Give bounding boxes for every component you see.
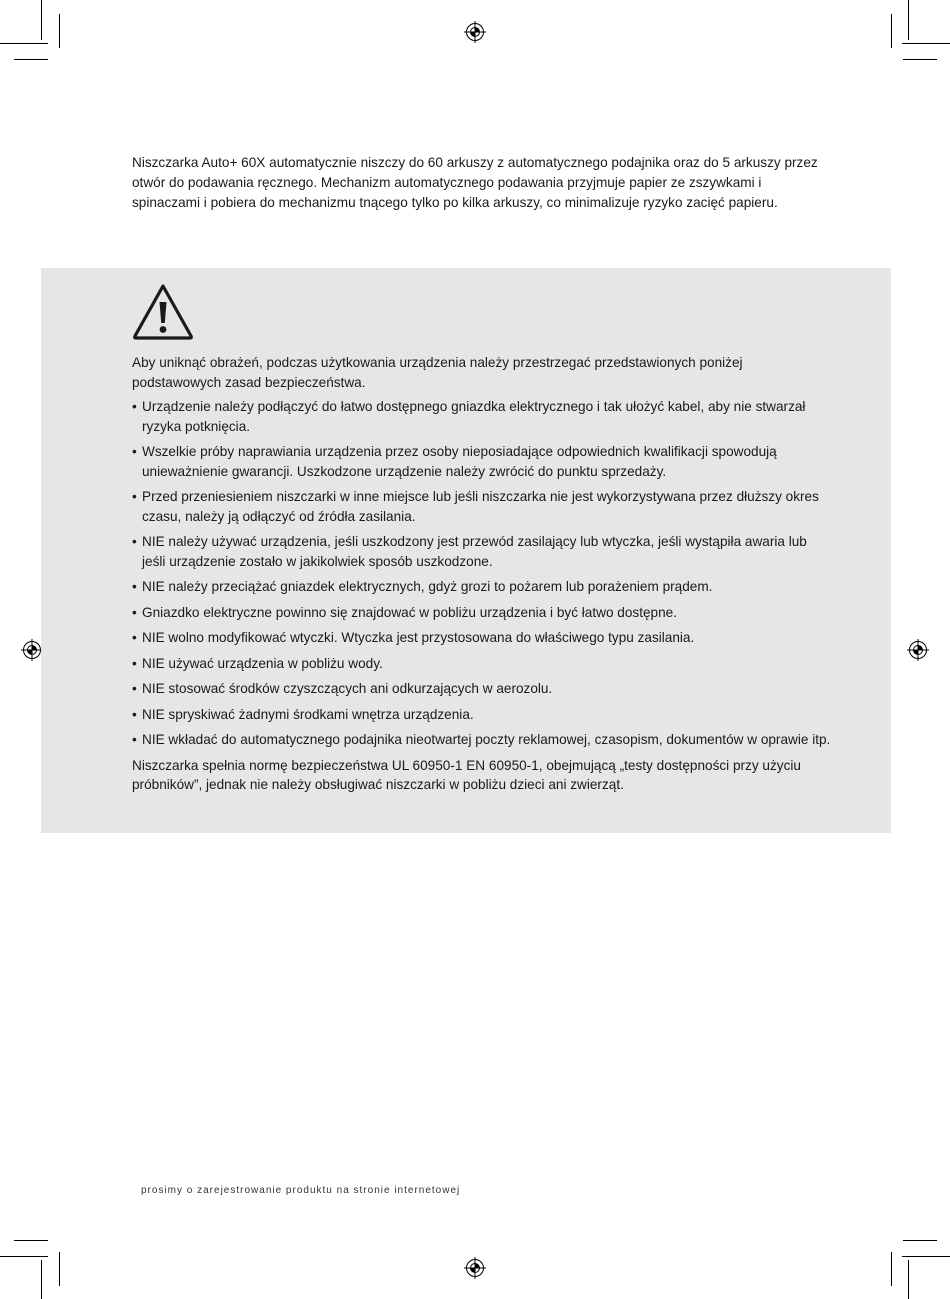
crop-mark-tr-h xyxy=(902,43,950,44)
safety-content xyxy=(132,353,832,800)
list-item: • NIE należy używać urządzenia, jeśli uszkodzony jest przewód zasilający lub wtyczka, jeśli wystąpiła awaria lub jeśli urządzenie zostało w jakikolwiek sposób uszkodzone. xyxy=(132,532,832,571)
crop-mark-tl-h xyxy=(0,43,48,44)
crop-mark-br-v2 xyxy=(891,1252,892,1286)
list-item: • Urządzenie należy podłączyć do łatwo dostępnego gniazdka elektrycznego i tak ułożyć kabel, aby nie stwarzał ryzyka potknięcia. xyxy=(132,397,832,436)
registration-mark-left xyxy=(21,639,43,661)
list-item: • NIE stosować środków czyszczących ani odkurzających w aerozolu. xyxy=(132,679,832,699)
intro-paragraph: Niszczarka Auto+ 60X automatycznie niszczy do 60 arkuszy z automatycznego podajnika oraz do 5 arkuszy przez otwór do podawania ręcznego. Mechanizm automatycznego podawania przyjmuje papier ze zszywkami i spinaczami i pobiera do mechanizmu tnącego tylko po kilka arkuszy, co minimalizuje ryzyko zacięć papieru. xyxy=(132,155,818,210)
crop-mark-tr-v xyxy=(908,0,909,40)
safety-closing: Niszczarka spełnia normę bezpieczeństwa UL 60950-1 EN 60950-1, obejmującą „testy dostępności przy użyciu próbników”, jednak nie należy obsługiwać niszczarki w pobliżu dzieci ani zwierząt. xyxy=(132,757,801,792)
list-item: • NIE należy przeciążać gniazdek elektrycznych, gdyż grozi to pożarem lub porażeniem prądem. xyxy=(132,577,832,597)
page-footer: prosimy o zarejestrowanie produktu na stronie internetowej xyxy=(141,1185,461,1196)
list-item: • Przed przeniesieniem niszczarki w inne miejsce lub jeśli niszczarka nie jest wykorzystywana przez dłuższy okres czasu, należy ją odłączyć od źródła zasilania. xyxy=(132,487,832,526)
crop-mark-tl-h2 xyxy=(14,59,48,60)
crop-mark-br-h xyxy=(902,1256,950,1257)
crop-mark-tr-h2 xyxy=(903,59,937,60)
crop-mark-bl-v xyxy=(41,1260,42,1299)
crop-mark-tl-v xyxy=(41,0,42,40)
crop-mark-br-h2 xyxy=(903,1240,937,1241)
list-item: • NIE używać urządzenia w pobliżu wody. xyxy=(132,654,832,674)
crop-mark-tl-v2 xyxy=(59,14,60,48)
crop-mark-tr-v2 xyxy=(891,14,892,48)
safety-warning-box xyxy=(41,268,891,833)
crop-mark-br-v xyxy=(908,1260,909,1299)
list-item: • NIE wolno modyfikować wtyczki. Wtyczka jest przystosowana do właściwego typu zasilania. xyxy=(132,628,832,648)
registration-mark-top xyxy=(464,21,486,43)
registration-mark-right xyxy=(907,639,929,661)
list-item: • Gniazdko elektryczne powinno się znajdować w pobliżu urządzenia i być łatwo dostępne. xyxy=(132,603,832,623)
registration-mark-bottom xyxy=(464,1257,486,1279)
crop-mark-bl-v2 xyxy=(59,1252,60,1286)
list-item: • NIE wkładać do automatycznego podajnika nieotwartej poczty reklamowej, czasopism, dokumentów w oprawie itp. xyxy=(132,730,832,750)
safety-lead: Aby uniknąć obrażeń, podczas użytkowania urządzenia należy przestrzegać przedstawionych poniżej podstawowych zasad bezpieczeństwa. xyxy=(132,355,743,390)
crop-mark-bl-h2 xyxy=(14,1240,48,1241)
safety-rules-list xyxy=(132,397,832,750)
warning-triangle-icon xyxy=(131,282,195,342)
crop-mark-bl-h xyxy=(0,1256,48,1257)
list-item: • Wszelkie próby naprawiania urządzenia przez osoby nieposiadające odpowiednich kwalifikacji spowodują unieważnienie gwarancji. Uszkodzone urządzenie należy zwrócić do punktu sprzedaży. xyxy=(132,442,832,481)
list-item: • NIE spryskiwać żadnymi środkami wnętrza urządzenia. xyxy=(132,705,832,725)
